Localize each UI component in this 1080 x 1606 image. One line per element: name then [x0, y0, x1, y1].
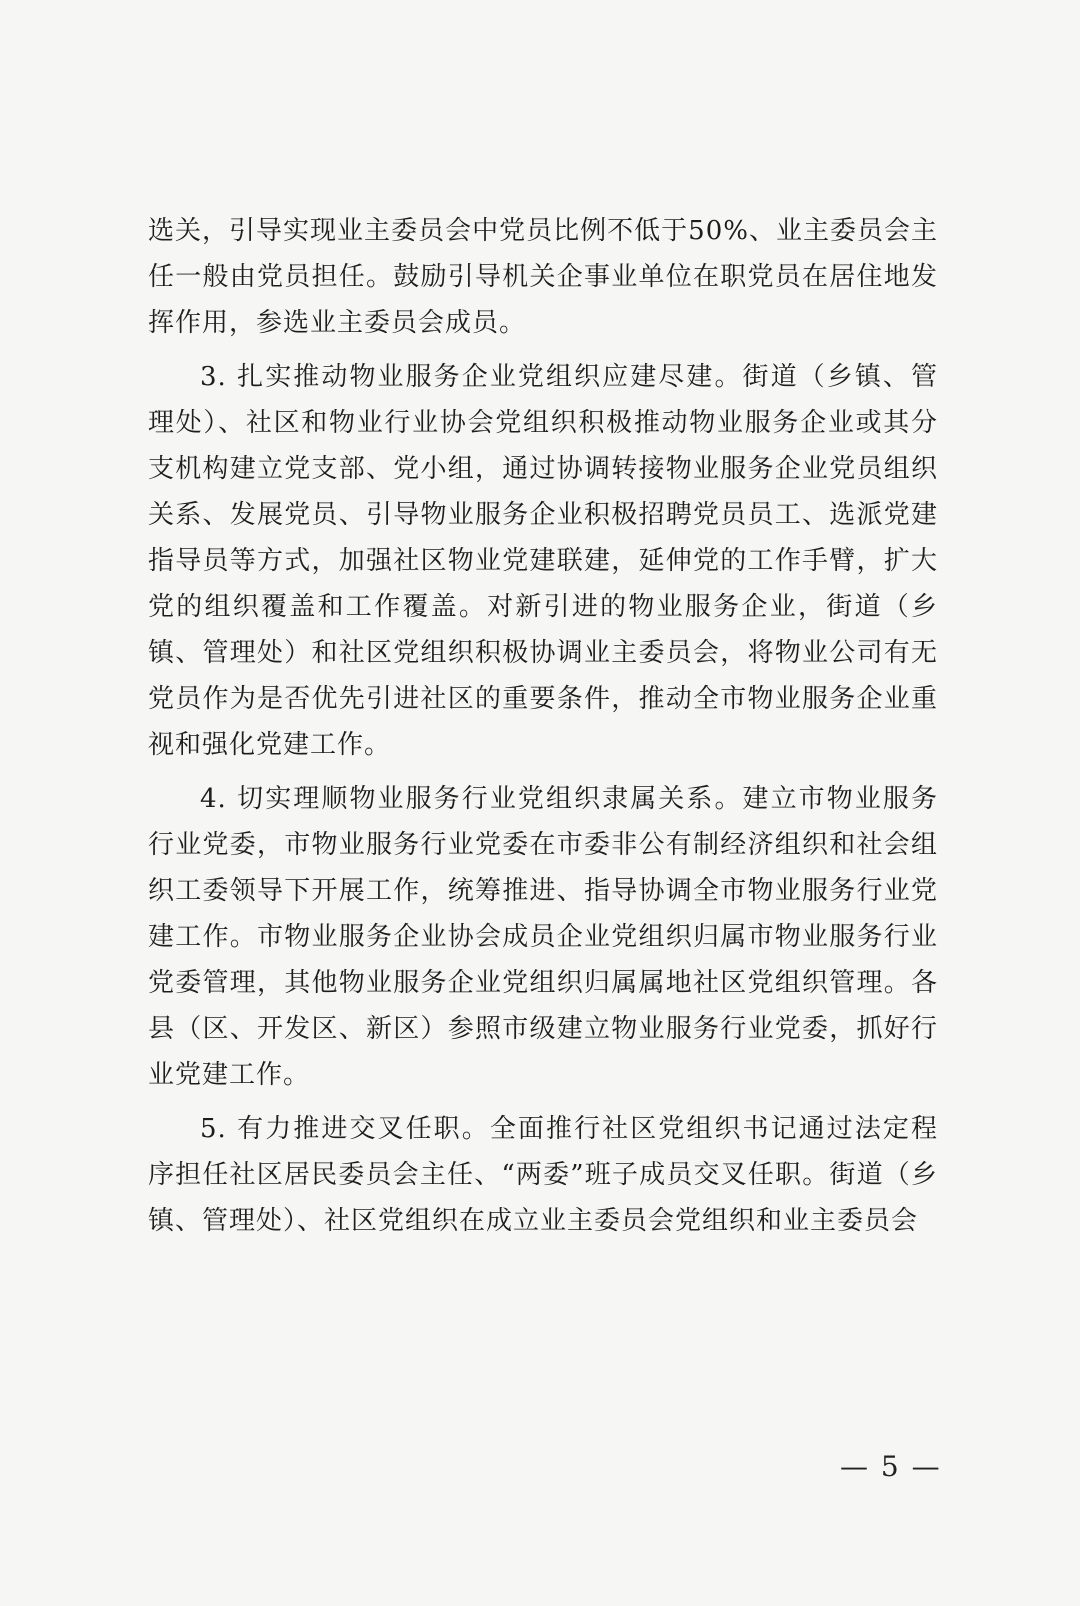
paragraph-continuation: 选关，引导实现业主委员会中党员比例不低于50%、业主委员会主任一般由党员担任。鼓励引导机关企事业单位在职党员在居住地发挥作用，参选业主委员会成员。 [148, 216, 938, 338]
document-body [148, 208, 938, 1252]
page-number: — 5 — [840, 1450, 942, 1483]
paragraph-item-5: 5. 有力推进交叉任职。全面推行社区党组织书记通过法定程序担任社区居民委员会主任、“两委”班子成员交叉任职。街道（乡镇、管理处）、社区党组织在成立业主委员会党组织和业主委员会 [148, 1114, 938, 1236]
paragraph-item-4: 4. 切实理顺物业服务行业党组织隶属关系。建立市物业服务行业党委，市物业服务行业党委在市委非公有制经济组织和社会组织工委领导下开展工作，统筹推进、指导协调全市物业服务行业党建工作。市物业服务企业协会成员企业党组织归属市物业服务行业党委管理，其他物业服务企业党组织归属属地社区党组织管理。各县（区、开发区、新区）参照市级建立物业服务行业党委，抓好行业党建工作。 [148, 784, 938, 1090]
paragraph-item-3: 3. 扎实推动物业服务企业党组织应建尽建。街道（乡镇、管理处）、社区和物业行业协会党组织积极推动物业服务企业或其分支机构建立党支部、党小组，通过协调转接物业服务企业党员组织关系、发展党员、引导物业服务企业积极招聘党员员工、选派党建指导员等方式，加强社区物业党建联建，延伸党的工作手臂，扩大党的组织覆盖和工作覆盖。对新引进的物业服务企业，街道（乡镇、管理处）和社区党组织积极协调业主委员会，将物业公司有无党员作为是否优先引进社区的重要条件，推动全市物业服务企业重视和强化党建工作。 [148, 362, 938, 760]
